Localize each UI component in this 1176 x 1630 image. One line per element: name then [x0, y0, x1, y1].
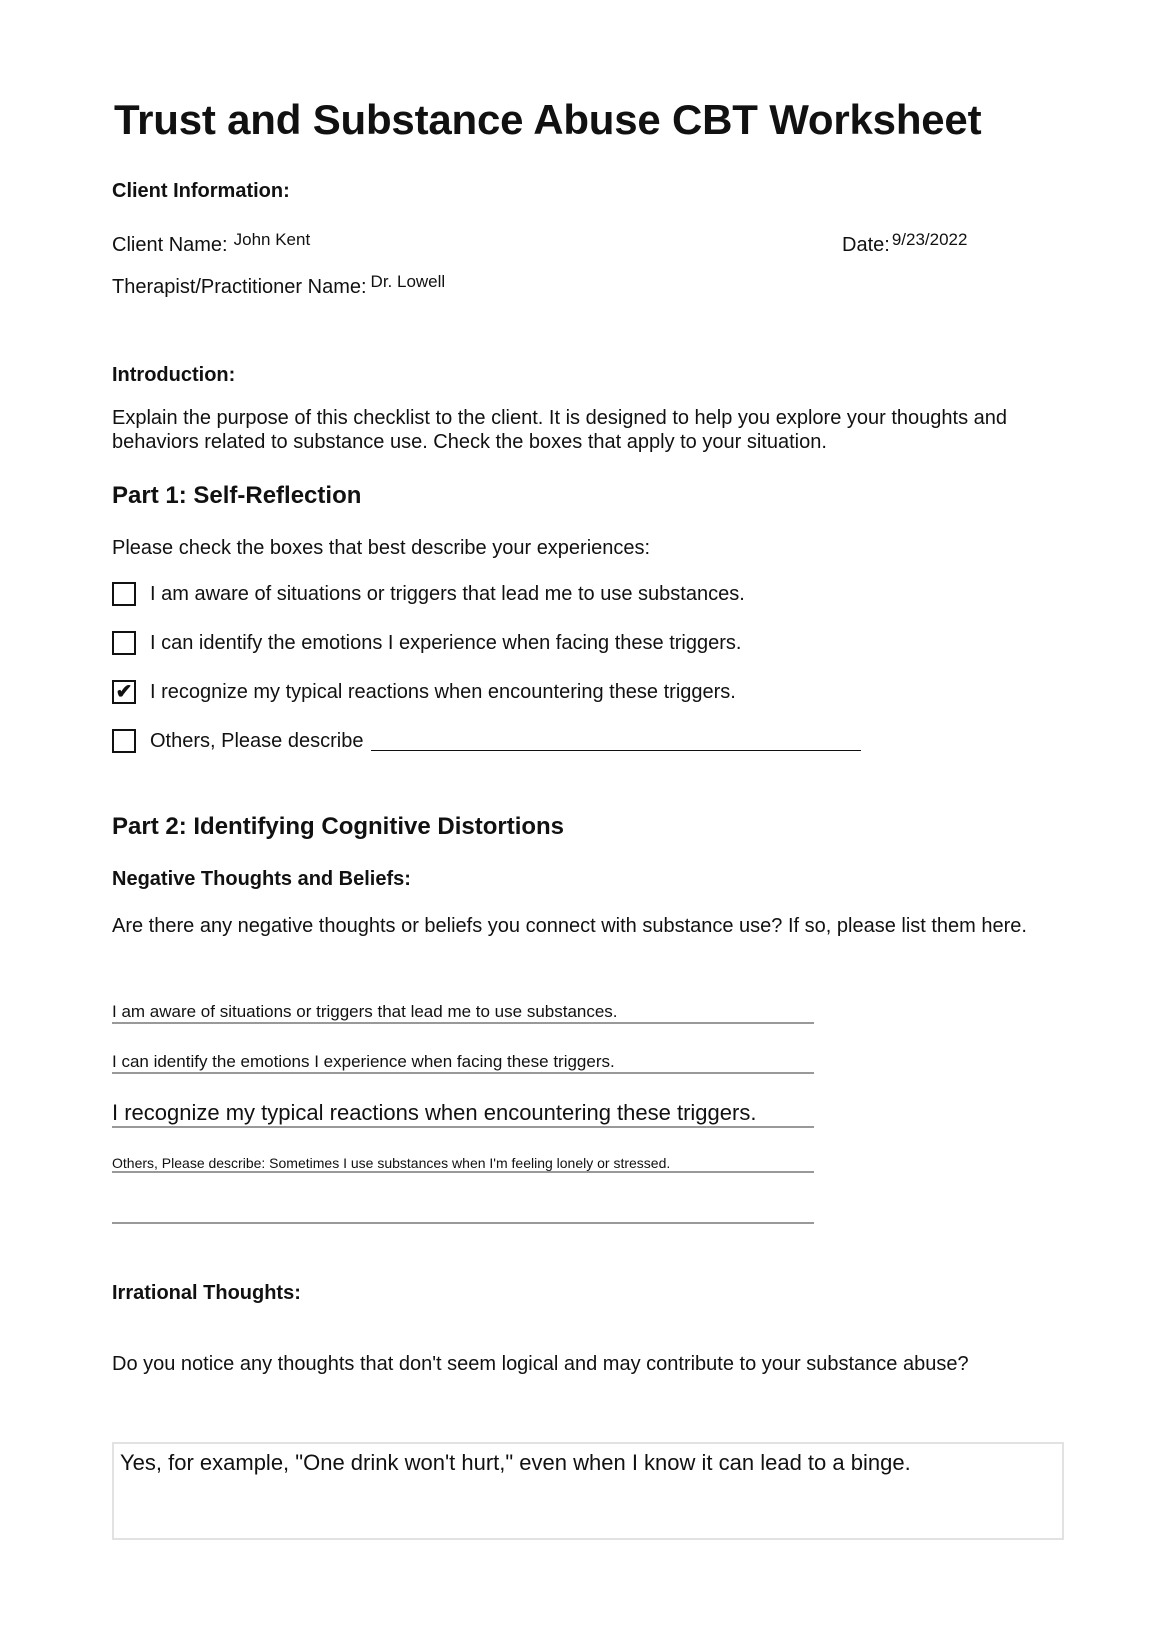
- negative-answer-line-2[interactable]: I can identify the emotions I experience when facing these triggers.: [112, 1052, 814, 1074]
- checkbox-row-emotions[interactable]: [112, 631, 741, 655]
- checkbox-label: I can identify the emotions I experience when facing these triggers.: [150, 631, 742, 654]
- therapist-name-label: Therapist/Practitioner Name:: [112, 276, 367, 298]
- checkbox-reactions-checked[interactable]: ✔: [112, 680, 136, 704]
- checkbox-label: Others, Please describe: [150, 729, 364, 752]
- irrational-thoughts-prompt: Do you notice any thoughts that don't seem logical and may contribute to your substance abuse?: [112, 1353, 969, 1375]
- introduction-heading: Introduction:: [112, 364, 236, 386]
- therapist-name-field[interactable]: [112, 272, 446, 299]
- others-describe-line[interactable]: [371, 732, 861, 751]
- part2-heading: Part 2: Identifying Cognitive Distortions: [112, 813, 565, 840]
- client-name-value: John Kent: [233, 230, 311, 249]
- negative-answer-line-4[interactable]: Others, Please describe: Sometimes I use substances when I'm feeling lonely or stressed.: [112, 1155, 814, 1173]
- date-field[interactable]: [842, 230, 968, 257]
- irrational-thoughts-answer-box[interactable]: Yes, for example, "One drink won't hurt," even when I know it can lead to a binge.: [112, 1442, 1064, 1540]
- date-value: 9/23/2022: [891, 230, 968, 249]
- checkbox-label: I am aware of situations or triggers that lead me to use substances.: [150, 582, 745, 605]
- negative-thoughts-heading: Negative Thoughts and Beliefs:: [112, 868, 411, 890]
- checkbox-row-others[interactable]: [112, 729, 861, 753]
- negative-thoughts-prompt: Are there any negative thoughts or beliefs you connect with substance use? If so, please list them here.: [112, 915, 1027, 937]
- document-title: Trust and Substance Abuse CBT Worksheet: [114, 96, 982, 143]
- negative-answer-line-1[interactable]: I am aware of situations or triggers that lead me to use substances.: [112, 1002, 814, 1024]
- checkbox-row-reactions[interactable]: [112, 680, 736, 704]
- negative-answer-line-5[interactable]: [112, 1202, 814, 1224]
- date-label: Date:: [842, 234, 890, 256]
- negative-answer-line-3[interactable]: I recognize my typical reactions when encountering these triggers.: [112, 1100, 814, 1128]
- introduction-text: Explain the purpose of this checklist to the client. It is designed to help you explore your thoughts and behaviors related to substance use. Check the boxes that apply to your situation.: [112, 407, 1007, 453]
- checkbox-others[interactable]: [112, 729, 136, 753]
- client-name-field[interactable]: [112, 230, 311, 257]
- irrational-thoughts-heading: Irrational Thoughts:: [112, 1282, 301, 1304]
- part1-heading: Part 1: Self-Reflection: [112, 482, 362, 509]
- checkbox-emotions[interactable]: [112, 631, 136, 655]
- checkbox-triggers[interactable]: [112, 582, 136, 606]
- therapist-name-value: Dr. Lowell: [370, 272, 446, 291]
- client-info-heading: Client Information:: [112, 180, 290, 202]
- client-name-label: Client Name:: [112, 234, 228, 256]
- part1-prompt: Please check the boxes that best describe your experiences:: [112, 537, 651, 559]
- checkbox-label: I recognize my typical reactions when encountering these triggers.: [150, 680, 736, 703]
- checkbox-row-triggers[interactable]: [112, 582, 745, 606]
